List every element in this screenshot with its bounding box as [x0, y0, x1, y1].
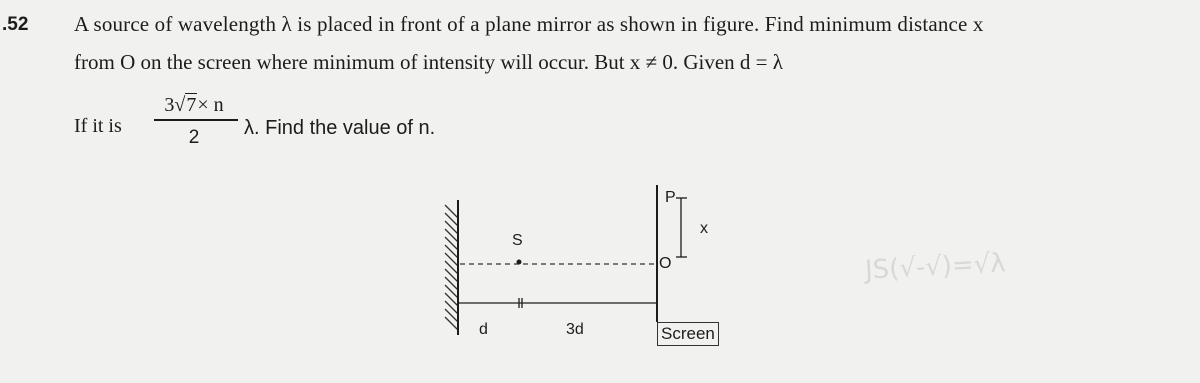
d-label: d	[479, 321, 488, 338]
source-point	[517, 260, 522, 265]
faint-handwriting: JS(√-√)=√λ	[864, 248, 1007, 286]
question-text-line-2: from O on the screen where minimum of intensity will occur. But x ≠ 0. Given d = λ	[74, 50, 783, 74]
source-label: S	[512, 232, 523, 249]
screen-label: Screen	[657, 322, 719, 346]
times-n: × n	[197, 94, 224, 116]
sqrt-sign: √	[174, 94, 186, 116]
numerator-coefficient: 3	[164, 94, 175, 116]
mirror-hatching	[445, 205, 458, 330]
three-d-label: 3d	[566, 321, 584, 338]
question-text-line-1: A source of wavelength λ is placed in front of a plane mirror as shown in figure. Find minimum distance x	[74, 12, 984, 36]
x-label: x	[700, 220, 708, 237]
point-p-label: P	[665, 189, 676, 206]
find-n-text: λ. Find the value of n.	[244, 117, 436, 139]
fraction-denominator: 2	[188, 126, 200, 148]
point-o-label: O	[659, 255, 672, 272]
if-it-is-label: If it is	[74, 115, 122, 137]
question-number: .52	[2, 14, 29, 35]
sqrt-radicand: 7	[186, 94, 197, 116]
